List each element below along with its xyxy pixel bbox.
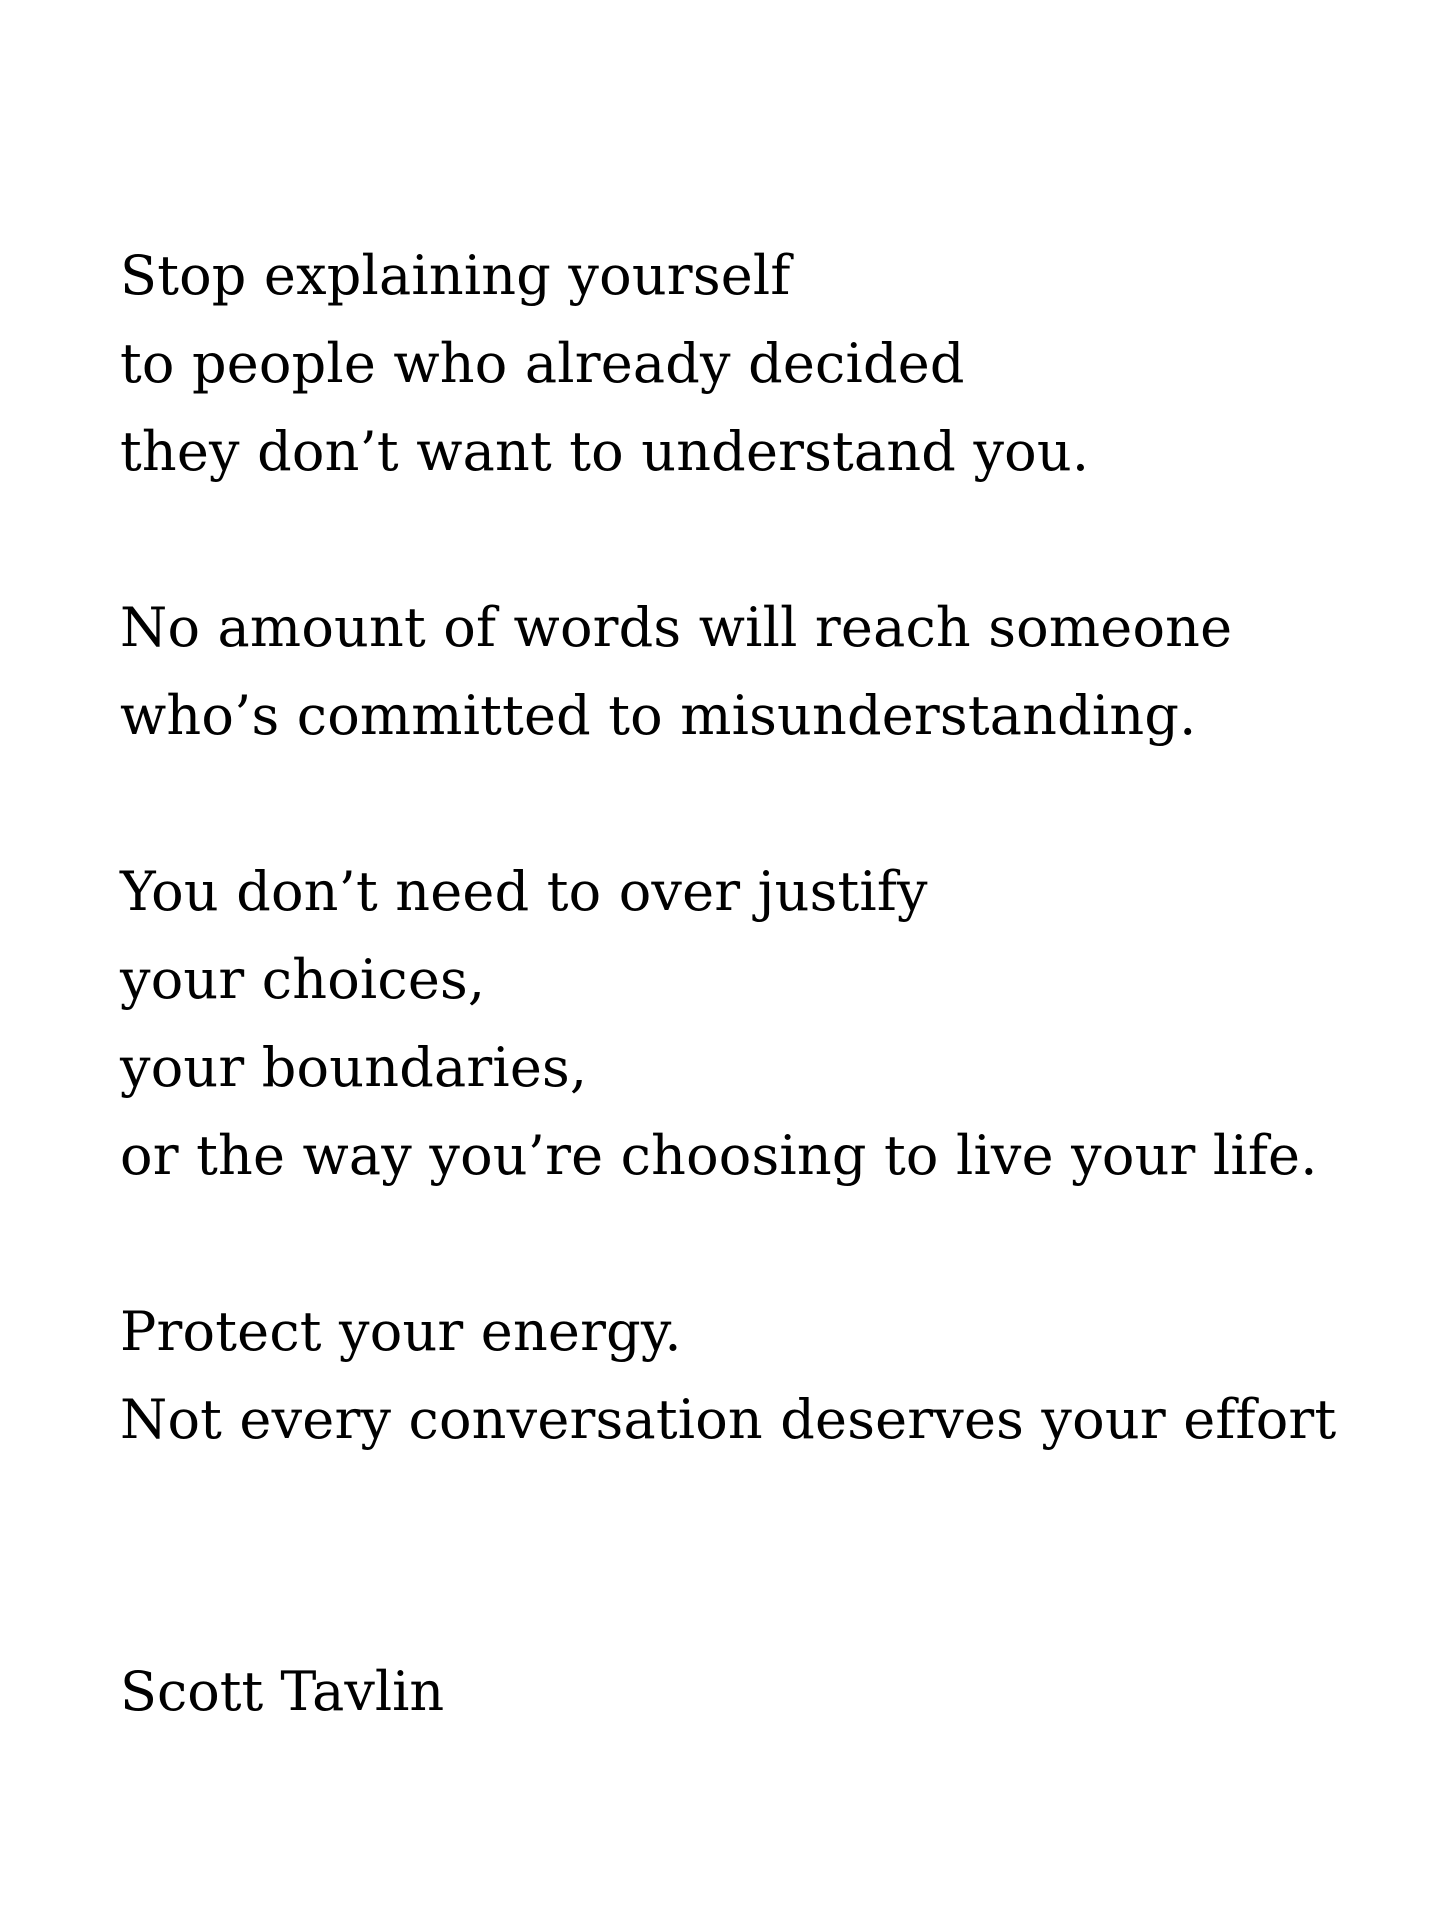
poem-line: Stop explaining yourself xyxy=(120,244,791,307)
stanza-3 xyxy=(120,848,1380,1200)
stanza-1 xyxy=(120,232,1380,496)
poem-line: Protect your energy. xyxy=(120,1300,682,1363)
poem-line: who’s committed to misunderstanding. xyxy=(120,684,1197,747)
poem-line: You don’t need to over justify xyxy=(120,860,928,923)
poem-line: to people who already decided xyxy=(120,332,965,395)
poem-line: your choices, xyxy=(120,948,486,1011)
poem-line: Not every conversation deserves your effort xyxy=(120,1388,1337,1451)
poem-text xyxy=(120,232,1380,1464)
stanza-4 xyxy=(120,1288,1380,1464)
poem-line: your boundaries, xyxy=(120,1036,588,1099)
poem-line: or the way you’re choosing to live your life. xyxy=(120,1124,1318,1187)
poem-line: they don’t want to understand you. xyxy=(120,420,1090,483)
stanza-2 xyxy=(120,584,1380,760)
poem-line: No amount of words will reach someone xyxy=(120,596,1233,659)
author-name: Scott Tavlin xyxy=(120,1660,445,1723)
